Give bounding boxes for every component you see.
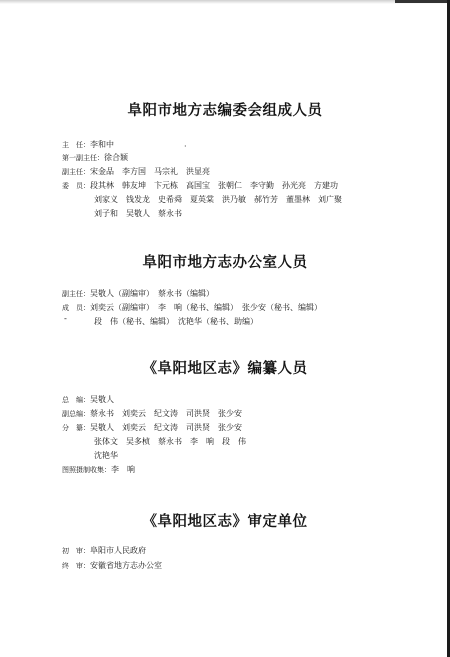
role-label: 副总编： (62, 410, 90, 418)
list-line (94, 195, 342, 205)
names: 吴敬人（副编审） 蔡永书（编辑） (90, 289, 214, 298)
role-label: 副主任： (62, 168, 90, 176)
list-line (62, 423, 242, 433)
role-label: 总 编： (62, 396, 90, 404)
role-label: 主 任： (62, 141, 90, 149)
list-line (94, 209, 182, 219)
list-line (62, 409, 242, 419)
role-label: 终 审： (62, 562, 90, 570)
scan-mark: - (64, 314, 67, 323)
names: 阜阳市人民政府 (90, 546, 146, 555)
role-label: 初 审： (62, 547, 90, 555)
role-label: 第一副主任： (62, 154, 104, 162)
names: 吴敬人 刘奕云 纪文涛 司洪贤 张少安 (90, 423, 242, 432)
role-label: 成 员： (62, 304, 90, 312)
section-title: 阜阳市地方志编委会组成人员 (127, 103, 323, 119)
list-line (62, 546, 146, 556)
list-line (62, 303, 322, 313)
names: 吴敬人 (90, 395, 114, 404)
list-line (62, 561, 162, 571)
list-line (94, 437, 246, 447)
names: 沈艳华 (94, 451, 118, 460)
scan-speck: · (184, 142, 187, 151)
list-line (62, 465, 135, 475)
list-line (62, 181, 338, 191)
role-label: 副主任： (62, 290, 90, 298)
names: 刘子和 吴敬人 蔡永书 (94, 209, 182, 218)
names: 徐合颖 (104, 153, 128, 162)
names: 刘家义 钱发龙 史希舜 夏英棠 洪乃敏 郝竹芳 董墨林 刘广聚 (94, 195, 342, 204)
scan-top-edge (0, 0, 450, 4)
names: 张体文 吴多桢 蔡永书 李 响 段 伟 (94, 437, 246, 446)
role-label: 分 纂： (62, 424, 90, 432)
list-line (94, 317, 258, 327)
list-line (62, 289, 214, 299)
names: 刘奕云（副编审） 李 响（秘书、编辑） 张少安（秘书、编辑） (90, 303, 322, 312)
role-label: 委 员： (62, 182, 90, 190)
section-title: 阜阳市地方志办公室人员 (142, 255, 308, 271)
list-line (62, 140, 114, 150)
names: 李和中 (90, 140, 114, 149)
names: 段 伟（秘书、编辑） 沈艳华（秘书、助编） (94, 317, 258, 326)
section-title: 《阜阳地区志》审定单位 (142, 514, 308, 530)
names: 安徽省地方志办公室 (90, 561, 162, 570)
names: 宋金品 李方国 马宗礼 洪显亮 (90, 167, 210, 176)
list-line (62, 395, 114, 405)
list-line (62, 153, 128, 163)
names: 李 响 (111, 465, 135, 474)
list-line (94, 451, 118, 461)
names: 段其林 韩友坤 卞元栋 高国宝 张朝仁 李守勤 孙光亮 方建功 (90, 181, 338, 190)
names: 蔡永书 刘奕云 纪文涛 司洪贤 张少安 (90, 409, 242, 418)
section-title: 《阜阳地区志》编纂人员 (142, 361, 308, 377)
scan-top-shadow (395, 0, 450, 3)
role-label: 图照摄制收集： (62, 466, 111, 474)
list-line (62, 167, 210, 177)
